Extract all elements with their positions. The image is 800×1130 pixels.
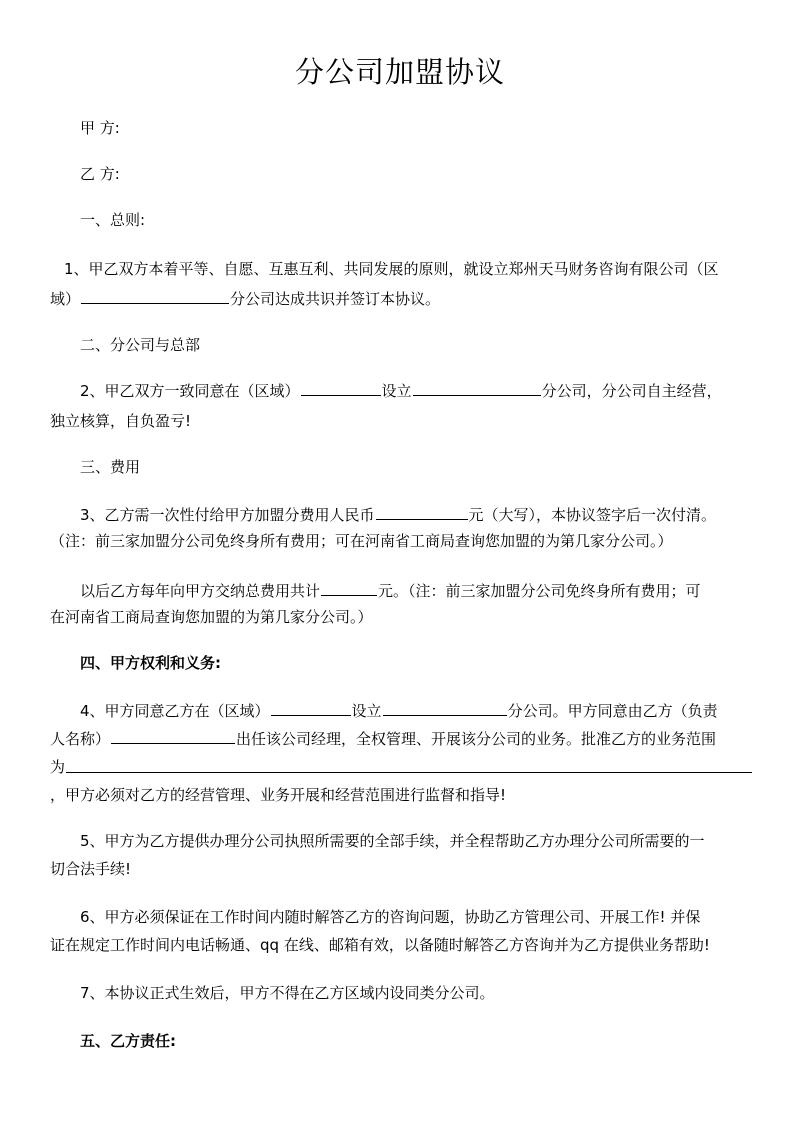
region-blank <box>81 288 229 304</box>
clause-4-text-a: 4、甲方同意乙方在（区域） <box>80 702 270 720</box>
annual-fee-text-a: 以后乙方每年向甲方交纳总费用共计 <box>80 582 321 600</box>
clause-5-line-1: 5、甲方为乙方提供办理分公司执照所需要的全部手续，并全程帮助乙方办理分公司所需要的一 <box>80 832 705 850</box>
section-4-heading: 四、甲方权利和义务: <box>80 654 221 672</box>
clause-2-text-b: 设立 <box>381 382 412 400</box>
clause-4-line-4: ，甲方必须对乙方的经营管理、业务开展和经营范围进行监督和指导! <box>50 786 507 804</box>
clause-3-text-a: 3、乙方需一次性付给甲方加盟分费用人民币 <box>80 506 375 524</box>
clause-1-text-b: 分公司达成共识并签订本协议。 <box>230 290 441 308</box>
clause-2-line-2: 独立核算，自负盈亏! <box>50 412 192 430</box>
fee-amount-blank <box>376 504 468 520</box>
clause-3-line-1 <box>80 504 716 526</box>
annual-fee-blank <box>321 580 377 596</box>
clause-4-text-d: 人名称） <box>50 730 111 748</box>
clause-1-line-1: 1、甲乙双方本着平等、自愿、互惠互利、共同发展的原则，就设立郑州天马财务咨询有限公司（区 <box>64 260 719 278</box>
clause-4-line-1 <box>80 700 718 722</box>
clause-2-text-a: 2、甲乙双方一致同意在（区域） <box>80 382 300 400</box>
clause-2-text-c: 分公司，分公司自主经营， <box>541 382 722 400</box>
clause-1-text-a: 域） <box>50 290 81 308</box>
section-2-heading: 二、分公司与总部 <box>80 336 201 354</box>
business-scope-blank <box>66 772 752 773</box>
party-b-label: 乙 方: <box>80 165 120 183</box>
clause-7: 7、本协议正式生效后，甲方不得在乙方区域内设同类分公司。 <box>80 984 495 1002</box>
section-1-heading: 一、总则: <box>80 211 146 229</box>
clause-1-line-2 <box>50 288 440 310</box>
clause-3-note: （注：前三家加盟分公司免终身所有费用；可在河南省工商局查询您加盟的为第几家分公司。） <box>50 532 673 550</box>
section-3-heading: 三、费用 <box>80 458 141 476</box>
region-blank <box>271 700 351 716</box>
annual-fee-text-b: 元。（注：前三家加盟分公司免终身所有费用；可 <box>378 582 701 600</box>
company-name-blank <box>413 380 541 396</box>
clause-2-line-1 <box>80 380 722 402</box>
clause-6-line-1: 6、甲方必须保证在工作时间内随时解答乙方的咨询问题，协助乙方管理公司、开展工作! 并保 <box>80 908 701 926</box>
clause-3-text-b: 元（大写），本协议签字后一次付清。 <box>468 506 717 524</box>
clause-4-text-e: 出任该公司经理，全权管理、开展该分公司的业务。批准乙方的业务范围 <box>236 730 717 748</box>
clause-4-text-c: 分公司。甲方同意由乙方（负责 <box>507 702 718 720</box>
document-title: 分公司加盟协议 <box>294 55 505 89</box>
annual-fee-line-1 <box>80 580 701 602</box>
clause-4-line-3: 为 <box>50 758 66 776</box>
section-5-heading: 五、乙方责任: <box>80 1032 176 1050</box>
manager-name-blank <box>111 728 235 744</box>
clause-4-text-b: 设立 <box>351 702 382 720</box>
region-blank <box>301 380 381 396</box>
annual-fee-line-2: 在河南省工商局查询您加盟的为第几家分公司。） <box>50 608 373 626</box>
party-a-label: 甲 方: <box>80 119 120 137</box>
clause-6-line-2: 证在规定工作时间内电话畅通、qq 在线、邮箱有效，以备随时解答乙方咨询并为乙方提供业务帮助! <box>50 936 710 954</box>
clause-4-line-2 <box>50 728 716 750</box>
clause-5-line-2: 切合法手续! <box>50 860 132 878</box>
company-name-blank <box>383 700 507 716</box>
